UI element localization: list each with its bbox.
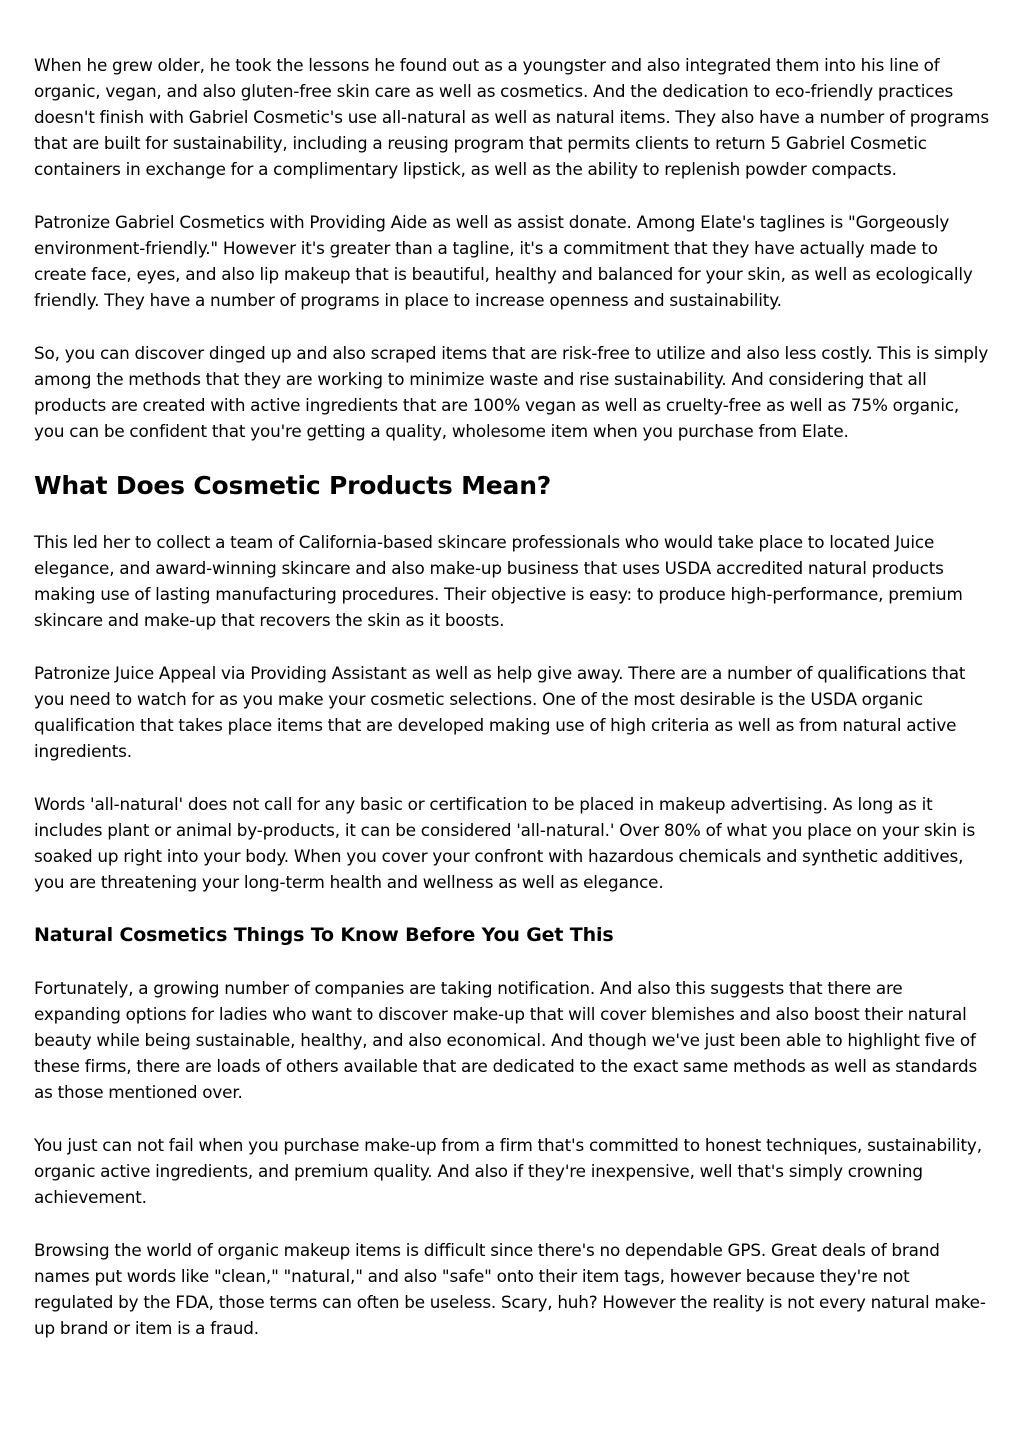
paragraph: This led her to collect a team of California-based skincare professionals who would take place to located Juice elegance, and award-winning skincare and also make-up business that uses USDA accredited natural products making use of lasting manufacturing procedures. Their objective is easy: to produce high-performance, premium skincare and make-up that recovers the skin as it boosts.: [34, 532, 963, 630]
section-heading: What Does Cosmetic Products Mean?: [34, 471, 552, 500]
article-body: [34, 52, 992, 1368]
subsection-heading: Natural Cosmetics Things To Know Before You Get This: [34, 924, 614, 946]
paragraph: Fortunately, a growing number of companies are taking notification. And also this suggests that there are expanding options for ladies who want to discover make-up that will cover blemishes and also boost their natural beauty while being sustainable, healthy, and also economical. And though we've just been able to highlight five of these firms, there are loads of others available that are dedicated to the exact same methods as well as standards as those mentioned over.: [34, 978, 978, 1102]
paragraph: So, you can discover dinged up and also scraped items that are risk-free to utilize and also less costly. This is simply among the methods that they are working to minimize waste and rise sustainability. And considering that all products are created with active ingredients that are 100% vegan as well as cruelty-free as well as 75% organic, you can be confident that you're getting a quality, wholesome item when you purchase from Elate.: [34, 343, 989, 441]
paragraph: When he grew older, he took the lessons he found out as a youngster and also integrated them into his line of organic, vegan, and also gluten-free skin care as well as cosmetics. And the dedication to eco-friendly practices doesn't finish with Gabriel Cosmetic's use all-natural as well as natural items. They also have a number of programs that are built for sustainability, including a reusing program that permits clients to return 5 Gabriel Cosmetic containers in exchange for a complimentary lipstick, as well as the ability to replenish powder compacts.: [34, 55, 989, 179]
paragraph: Words 'all-natural' does not call for any basic or certification to be placed in makeup advertising. As long as it includes plant or animal by-products, it can be considered 'all-natural.' Over 80% of what you place on your skin is soaked up right into your body. When you cover your confront with hazardous chemicals and synthetic additives, you are threatening your long-term health and wellness as well as elegance.: [34, 794, 976, 892]
paragraph: Patronize Gabriel Cosmetics with Providing Aide as well as assist donate. Among Elate's taglines is "Gorgeously environment-friendly." However it's greater than a tagline, it's a commitment that they have actually made to create face, eyes, and also lip makeup that is beautiful, healthy and balanced for your skin, as well as ecologically friendly. They have a number of programs in place to increase openness and sustainability.: [34, 212, 973, 310]
paragraph: Patronize Juice Appeal via Providing Assistant as well as help give away. There are a number of qualifications that you need to watch for as you make your cosmetic selections. One of the most desirable is the USDA organic qualification that takes place items that are developed making use of high criteria as well as from natural active ingredients.: [34, 663, 966, 761]
paragraph: Browsing the world of organic makeup items is difficult since there's no dependable GPS. Great deals of brand names put words like "clean," "natural," and also "safe" onto their item tags, however because they're not regulated by the FDA, those terms can often be useless. Scary, huh? However the reality is not every natural make-up brand or item is a fraud.: [34, 1240, 986, 1338]
paragraph: You just can not fail when you purchase make-up from a firm that's committed to honest techniques, sustainability, organic active ingredients, and premium quality. And also if they're inexpensive, well that's simply crowning achievement.: [34, 1135, 982, 1207]
